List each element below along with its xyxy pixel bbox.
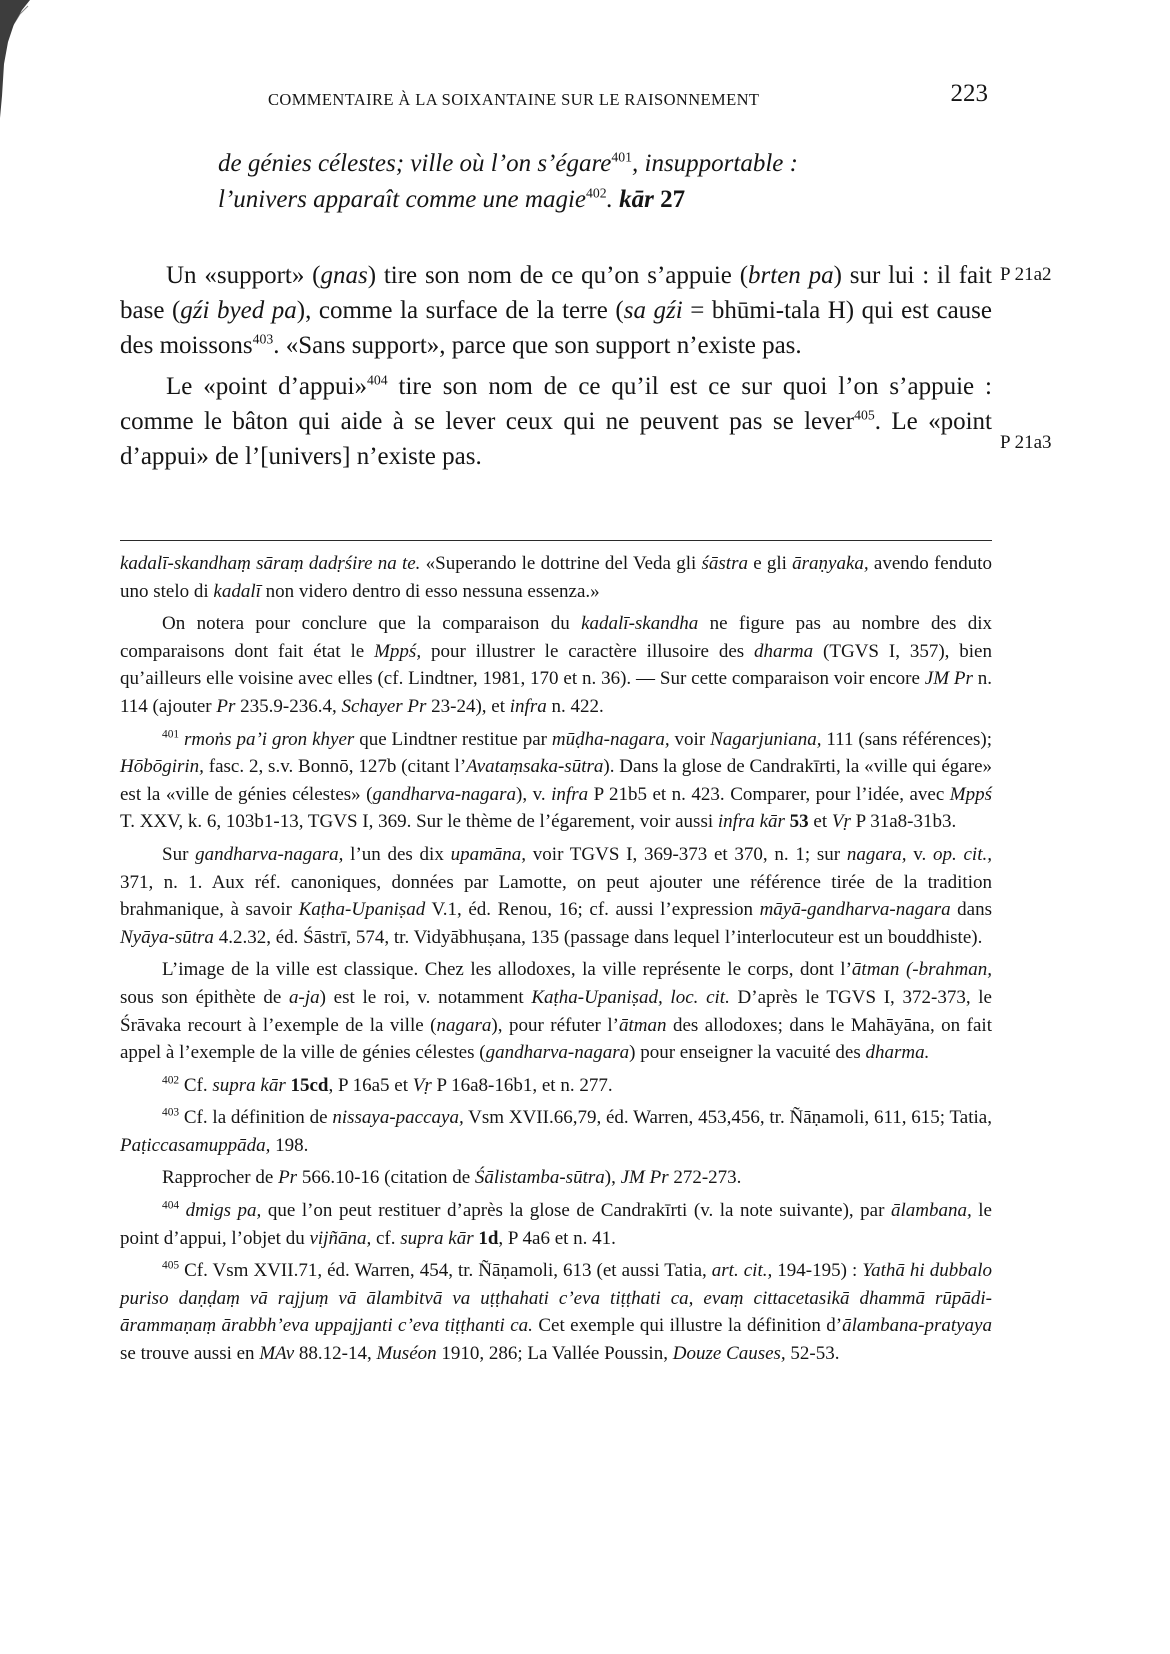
- footnote-401: $^{401}$ rmoṅs pa’i gron khyer que Lindtner restitue par mūḍha-nagara, voir Nagarjuniana, 111 (sans références); Hōbōgirin, fasc. 2, s.v. Bonnō, 127b (citant l’Avataṃsaka-sūtra). Dans la glose de Candrakīrti, la «ville qui égare» est la «ville de génies célestes» (gandharva-nagara), v. infra P 21b5 et n. 423. Comparer, pour l’idée, avec Mppś T. XXV, k. 6, 103b1-13, TGVS I, 369. Sur le thème de l’égarement, voir aussi infra kār 53 et Vṛ P 31a8-31b3.: [120, 728, 993, 833]
- footnote-number: 402: [162, 1074, 180, 1087]
- footnotes: [120, 550, 992, 1368]
- page-number: 223: [950, 80, 988, 107]
- margin-folio-ref: P 21a3: [1000, 432, 1052, 453]
- footnote-number: 401: [162, 728, 180, 741]
- running-title: COMMENTAIRE À LA SOIXANTAINE SUR LE RAISONNEMENT: [268, 90, 760, 109]
- karika-label: kār: [619, 186, 654, 213]
- margin-folio-ref: P 21a2: [1000, 264, 1052, 285]
- footnote-ref: 404: [366, 372, 388, 388]
- footnote-number: 403: [162, 1106, 180, 1119]
- footnote-paragraph: L’image de la ville est classique. Chez les allodoxes, la ville représente le corps, dont l’ātman (-brahman, sous son épithète de a-ja) est le roi, v. notamment Kaṭha-Upaniṣad, loc. cit. D’après le TGVS I, 372-373, le Śrāvaka recourt à l’exemple de la ville (nagara), pour réfuter l’ātman des allodoxes; dans le Mahāyāna, on fait appel à l’exemple de la ville de génies célestes (gandharva-nagara) pour enseigner la vacuité des dharma.: [120, 959, 992, 1064]
- footnote-ref: 405: [854, 407, 875, 423]
- footnote-403: $^{403}$ Cf. la définition de nissaya-paccaya, Vsm XVII.66,79, éd. Warren, 453,456, tr. Ñāṇamoli, 611, 615; Tatia, Paṭiccasamuppāda, 198.: [120, 1106, 992, 1156]
- footnote-ref: 403: [252, 331, 274, 347]
- karika-number: 27: [660, 186, 686, 213]
- scan-corner-smudge: [0, 0, 34, 120]
- footnote-404: $^{404}$ dmigs pa, que l’on peut restituer d’après la glose de Candrakīrti (v. la note suivante), par ālambana, le point d’appui, l’objet du vijñāna, cf. supra kār 1d, P 4a6 et n. 41.: [120, 1199, 992, 1249]
- footnote-paragraph: On notera pour conclure que la comparaison du kadalī-skandha ne figure pas au nombre des dix comparaisons dont fait état le Mppś, pour illustrer le caractère illusoire des dharma (TGVS I, 357), bien qu’ailleurs elle voisine avec elles (cf. Lindtner, 1981, 170 et n. 36). — Sur cette comparaison voir encore JM Pr n. 114 (ajouter Pr 235.9-236.4, Schayer Pr 23-24), et infra n. 422.: [120, 613, 993, 717]
- footnote-separator: [120, 540, 992, 541]
- footnote-number: 404: [162, 1199, 180, 1212]
- running-header: [268, 78, 988, 118]
- footnote-ref: 401: [611, 149, 632, 165]
- verse-line: de génies célestes; ville où l’on s’égare$^{401}$, insupportable :: [218, 149, 798, 177]
- commentary-paragraph: Un «support» (gnas) tire son nom de ce qu’on s’appuie (brten pa) sur lui : il fait base (gźi byed pa), comme la surface de la terre (sa gźi = bhūmi-tala H) qui est cause des moissons$^{403}$. «Sans support», parce que son support n’existe pas.: [120, 262, 993, 359]
- commentary-body: [120, 258, 992, 474]
- footnote-405: $^{405}$ Cf. Vsm XVII.71, éd. Warren, 454, tr. Ñāṇamoli, 613 (et aussi Tatia, art. cit., 194-195) : Yathā hi dubbalo puriso daṇḍaṃ vā rajjuṃ vā ālambitvā va uṭṭhahati c’eva tiṭṭhati ca, evaṃ cittacetasikā dhammā rūpādi-ārammaṇaṃ ārabbh’eva uppajjanti c’eva tiṭṭhanti ca. Cet exemple qui illustre la définition d’ālambana-pratyaya se trouve aussi en MAv 88.12-14, Muséon 1910, 286; La Vallée Poussin, Douze Causes, 52-53.: [120, 1259, 992, 1365]
- commentary-paragraph: Le «point d’appui»$^{404}$ tire son nom de ce qu’il est ce sur quoi l’on s’appuie : comme le bâton qui aide à se lever ceux qui ne peuvent pas se lever$^{405}$. Le «point d’appui» de l’[univers] n’existe pas.: [120, 372, 992, 470]
- verse-line: l’univers apparaît comme une magie$^{402}$. kār 27: [218, 185, 686, 213]
- footnote-ref: 402: [585, 185, 607, 201]
- footnote-402: $^{402}$ Cf. supra kār 15cd, P 16a5 et Vṛ P 16a8-16b1, et n. 277.: [162, 1074, 613, 1096]
- footnote-paragraph: Rapprocher de Pr 566.10-16 (citation de Śālistamba-sūtra), JM Pr 272-273.: [162, 1167, 742, 1189]
- verse-block: [218, 146, 938, 218]
- footnote-number: 405: [162, 1259, 180, 1272]
- footnote-continuation: kadalī-skandhaṃ sāraṃ dadṛśire na te. «Superando le dottrine del Veda gli śāstra e gli āraṇyaka, avendo fenduto uno stelo di kadalī non videro dentro di esso nessuna essenza.»: [120, 553, 993, 602]
- footnote-paragraph: Sur gandharva-nagara, l’un des dix upamāna, voir TGVS I, 369-373 et 370, n. 1; sur nagara, v. op. cit., 371, n. 1. Aux réf. canoniques, données par Lamotte, on peut ajouter une référence tirée de la tradition brahmanique, à savoir Kaṭha-Upaniṣad V.1, éd. Renou, 16; cf. aussi l’expression māyā-gandharva-nagara dans Nyāya-sūtra 4.2.32, éd. Śāstrī, 574, tr. Vidyābhuṣana, 135 (passage dans lequel l’interlocuteur est un bouddhiste).: [120, 843, 993, 948]
